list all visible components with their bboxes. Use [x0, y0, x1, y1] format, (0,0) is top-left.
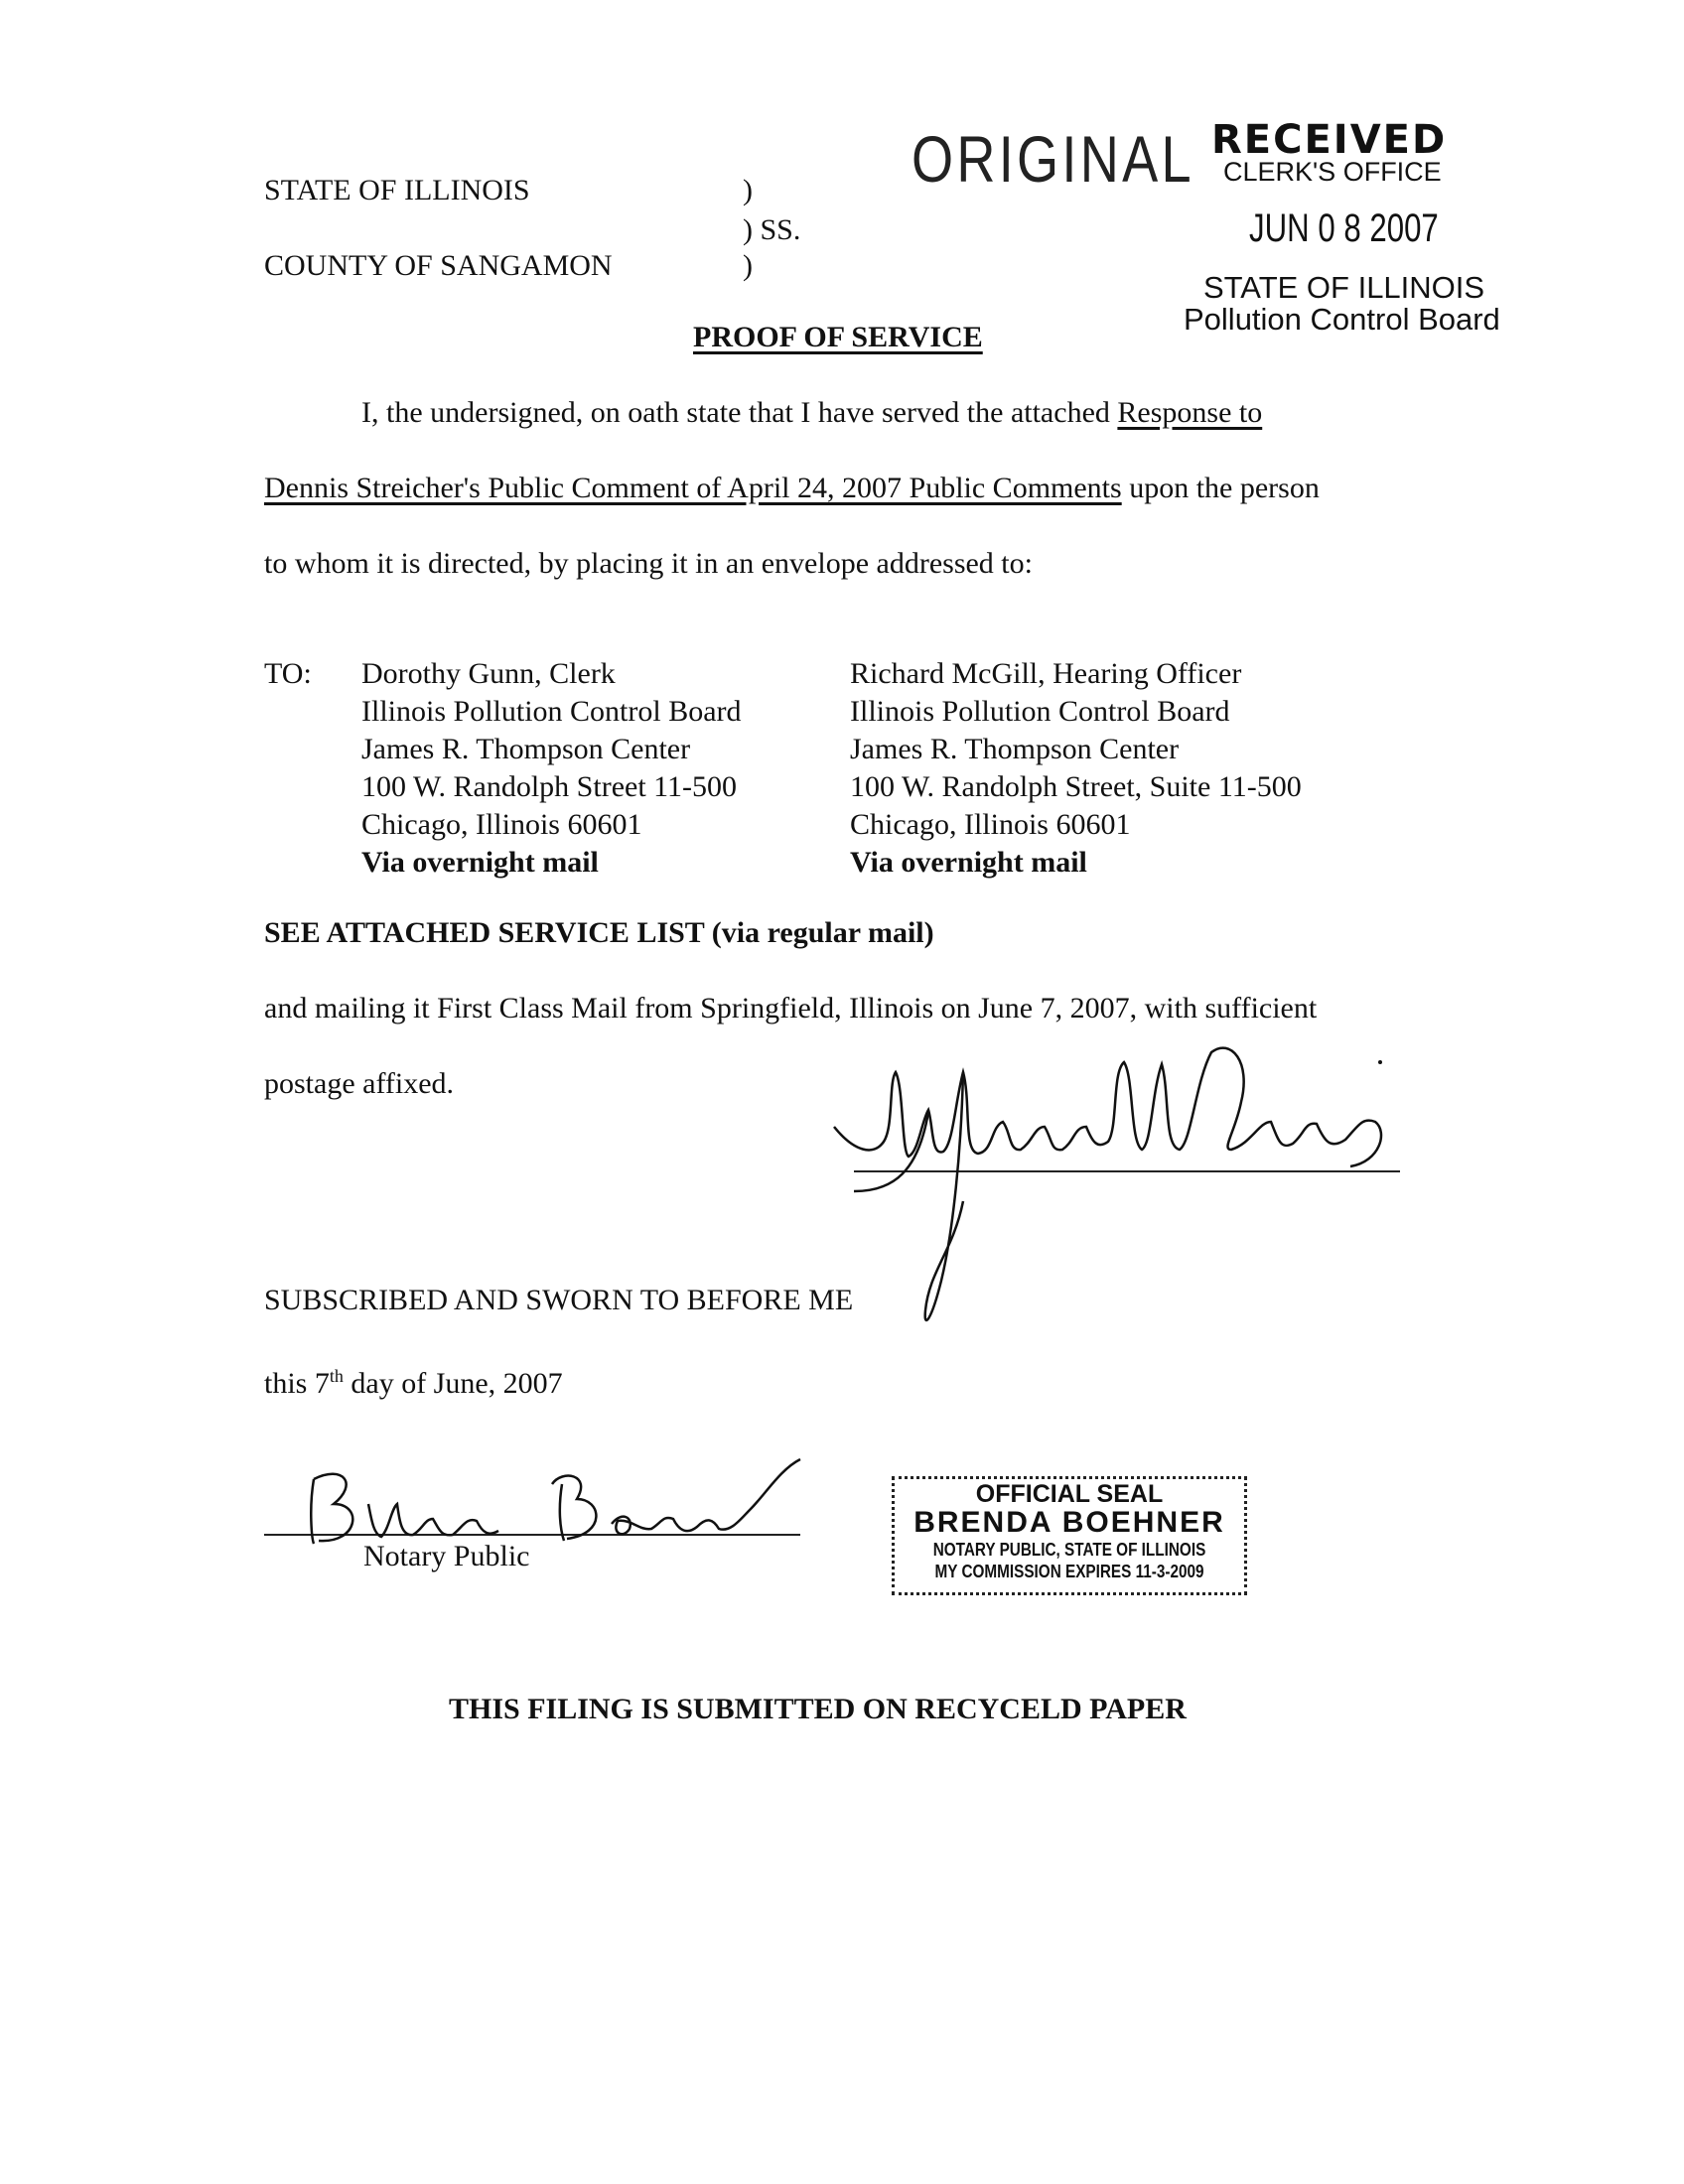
recipient-org: Illinois Pollution Control Board — [361, 695, 742, 728]
document-title-ref-2: Dennis Streicher's Public Comment of April 24, 2007 Public Comments — [264, 472, 1122, 504]
received-stamp: RECEIVED — [1211, 117, 1448, 163]
recipient-method: Via overnight mail — [361, 846, 599, 879]
body-line-2 — [264, 471, 1320, 506]
sworn-date — [264, 1358, 563, 1402]
recipient-building: James R. Thompson Center — [850, 733, 1180, 765]
state-caption: STATE OF ILLINOIS — [264, 174, 530, 206]
seal-state: NOTARY PUBLIC, STATE OF ILLINOIS — [932, 1540, 1206, 1560]
document-title-ref-1: Response to — [1117, 396, 1263, 429]
seal-title: OFFICIAL SEAL — [975, 1480, 1164, 1508]
document-title: PROOF OF SERVICE — [693, 321, 983, 353]
notary-signature — [264, 1449, 820, 1569]
service-list-note: SEE ATTACHED SERVICE LIST (via regular mail) — [264, 916, 934, 949]
recipient-2 — [850, 655, 1302, 882]
recipient-name: Dorothy Gunn, Clerk — [361, 657, 616, 690]
recipient-method: Via overnight mail — [850, 846, 1087, 879]
received-date-stamp: JUN 0 8 2007 — [1249, 206, 1439, 250]
notary-public-label: Notary Public — [363, 1540, 530, 1572]
county-caption: COUNTY OF SANGAMON — [264, 249, 613, 282]
sworn-date-ordinal: th — [329, 1366, 344, 1386]
caption-paren-3: ) — [743, 249, 753, 282]
stamp-state: STATE OF ILLINOIS — [1203, 270, 1485, 305]
body-line-1-text: I, the undersigned, on oath state that I have served the attached — [361, 396, 1118, 429]
recipient-org: Illinois Pollution Control Board — [850, 695, 1230, 728]
recipient-street: 100 W. Randolph Street 11-500 — [361, 770, 738, 803]
recipient-building: James R. Thompson Center — [361, 733, 691, 765]
recipient-1 — [361, 655, 742, 882]
recycled-paper-footer: THIS FILING IS SUBMITTED ON RECYCELD PAPER — [449, 1693, 1187, 1725]
sworn-date-prefix: this 7 — [264, 1367, 330, 1400]
recipient-city: Chicago, Illinois 60601 — [850, 808, 1131, 841]
affiant-signature — [814, 1032, 1410, 1350]
postage-line: postage affixed. — [264, 1067, 455, 1100]
sworn-date-suffix: day of June, 2007 — [343, 1367, 563, 1400]
body-line-2-text: upon the person — [1121, 472, 1320, 504]
caption-paren-1: ) — [743, 174, 753, 206]
recipient-street: 100 W. Randolph Street, Suite 11-500 — [850, 770, 1302, 803]
stamp-board: Pollution Control Board — [1184, 302, 1500, 337]
mailing-line: and mailing it First Class Mail from Springfield, Illinois on June 7, 2007, with sufficient — [264, 992, 1318, 1024]
body-line-3: to whom it is directed, by placing it in an envelope addressed to: — [264, 547, 1033, 580]
body-line-1 — [361, 395, 1262, 431]
sworn-statement: SUBSCRIBED AND SWORN TO BEFORE ME — [264, 1284, 854, 1316]
original-stamp: ORIGINAL — [912, 122, 1194, 196]
recipient-city: Chicago, Illinois 60601 — [361, 808, 642, 841]
official-notary-seal — [892, 1476, 1247, 1595]
to-label: TO: — [264, 657, 312, 690]
clerks-office-stamp: CLERK'S OFFICE — [1223, 157, 1442, 187]
seal-notary-name: BRENDA BOEHNER — [913, 1506, 1225, 1539]
caption-ss: ) SS. — [743, 213, 801, 246]
recipient-name: Richard McGill, Hearing Officer — [850, 657, 1242, 690]
seal-expiration: MY COMMISSION EXPIRES 11-3-2009 — [934, 1562, 1204, 1581]
